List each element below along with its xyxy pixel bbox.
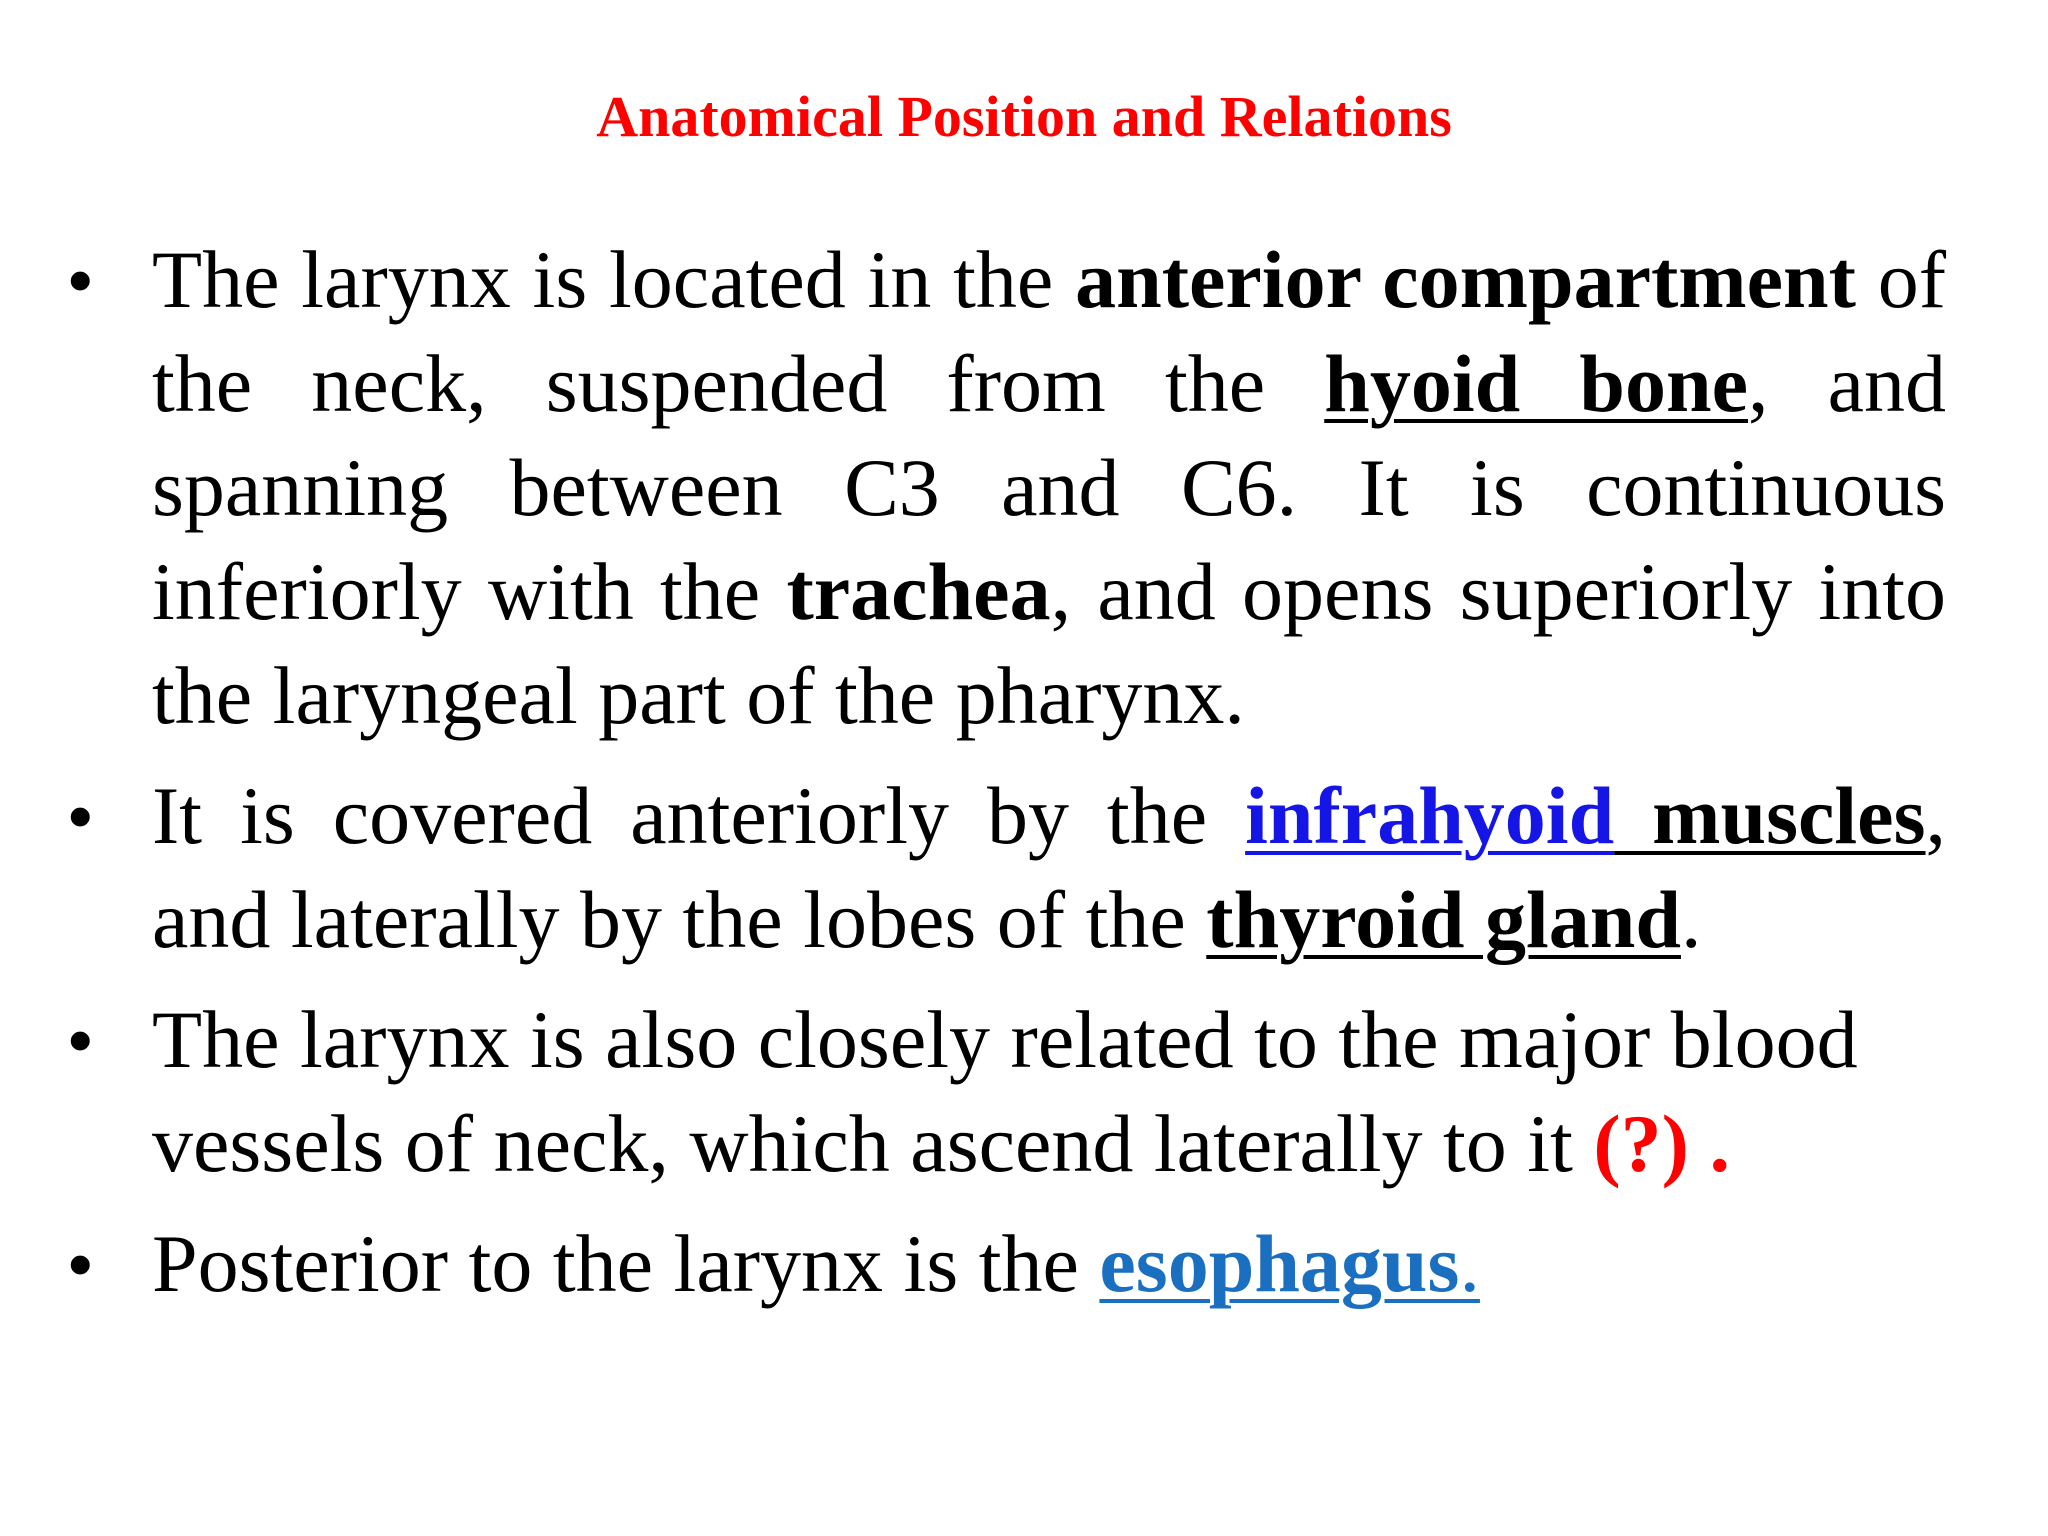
bullet-text: , and laterally by the lobes of the	[152, 770, 1946, 965]
term-muscles: muscles	[1614, 770, 1926, 861]
bullet-list	[60, 228, 1946, 1332]
link-esophagus[interactable]: esophagus	[1099, 1218, 1460, 1309]
term-anterior-compartment: anterior compartment	[1075, 234, 1856, 325]
slide-title: Anatomical Position and Relations	[596, 84, 1452, 149]
bullet-text: , and spanning between C3 and C6. It is continuous inferiorly with the	[152, 338, 1946, 637]
bullet-text: The larynx is also closely related to the major blood vessels of neck, which ascend laterally to it	[152, 994, 1858, 1189]
bullet-dot-icon: •	[68, 241, 93, 319]
bullet-text: The larynx is located in the	[152, 234, 1076, 325]
bullet-text: of the neck, suspended from the	[152, 234, 1946, 429]
link-esophagus-period[interactable]: .	[1459, 1218, 1480, 1309]
bullet-dot-icon: •	[68, 1001, 93, 1079]
term-thyroid-gland: thyroid gland	[1206, 874, 1681, 965]
link-infrahyoid[interactable]: infrahyoid	[1245, 770, 1615, 861]
bullet-item-posterior-relations	[60, 1212, 1946, 1316]
bullet-dot-icon: •	[68, 777, 93, 855]
bullet-dot-icon: •	[68, 1225, 93, 1303]
bullet-text: , and opens superiorly into the laryngeal part of the pharynx.	[152, 546, 1946, 741]
term-hyoid-bone: hyoid bone	[1324, 338, 1748, 429]
bullet-item-blood-vessels	[60, 988, 1946, 1196]
term-trachea: trachea	[786, 546, 1051, 637]
bullet-item-larynx-location	[60, 228, 1946, 748]
bullet-item-anterior-relations	[60, 764, 1946, 972]
bullet-text: Posterior to the larynx is the	[152, 1218, 1100, 1309]
bullet-text: .	[1680, 874, 1702, 965]
bullet-text: It is covered anteriorly by the	[152, 770, 1246, 861]
question-marker: (?) .	[1593, 1098, 1730, 1189]
